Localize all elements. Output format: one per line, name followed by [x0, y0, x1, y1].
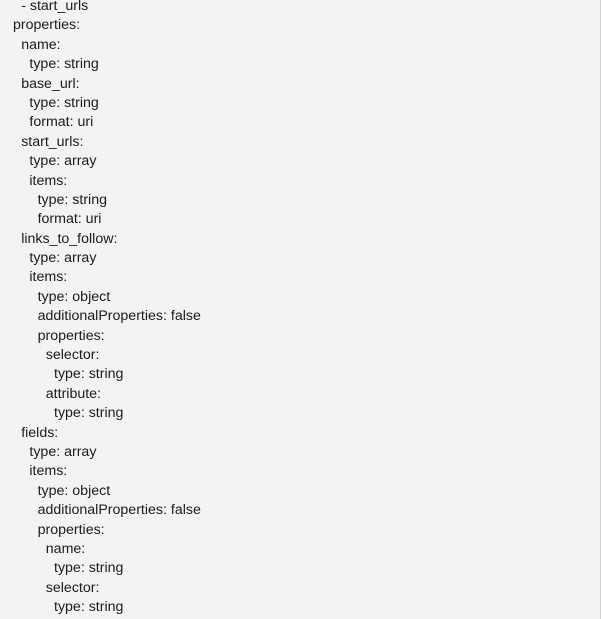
code-line: format: uri [37, 211, 102, 228]
code-line: type: array [29, 250, 97, 267]
code-line: type: string [54, 405, 124, 422]
code-line: type: object [37, 288, 111, 305]
code-line: type: object [37, 482, 111, 499]
code-line: type: string [54, 599, 124, 616]
code-line: items: [29, 463, 68, 480]
code-line: name: [21, 36, 61, 53]
code-line: items: [29, 172, 68, 189]
code-line: - start_urls [21, 0, 89, 14]
code-line: base_url: [21, 75, 80, 92]
code-line: items: [29, 269, 68, 286]
code-line: additionalProperties: false [37, 308, 201, 325]
code-line: type: string [54, 560, 124, 577]
code-line: type: string [54, 366, 124, 383]
code-line: selector: [45, 579, 100, 596]
code-line: type: string [29, 94, 99, 111]
code-line: fields: [21, 424, 59, 441]
code-line: additionalProperties: false [37, 502, 201, 519]
code-line: properties: [13, 17, 81, 34]
code-line: attribute: [45, 385, 102, 402]
code-line: links_to_follow: [21, 230, 118, 247]
code-line: name: [45, 540, 86, 557]
code-line: selector: [45, 347, 100, 364]
code-line: format: uri [29, 114, 94, 131]
code-line: properties: [37, 521, 105, 538]
code-line: type: string [29, 56, 99, 73]
code-line: type: string [37, 191, 107, 208]
code-line: type: array [29, 443, 97, 460]
code-line: start_urls: [21, 133, 84, 150]
code-line: type: array [29, 153, 97, 170]
code-line: properties: [37, 327, 105, 344]
